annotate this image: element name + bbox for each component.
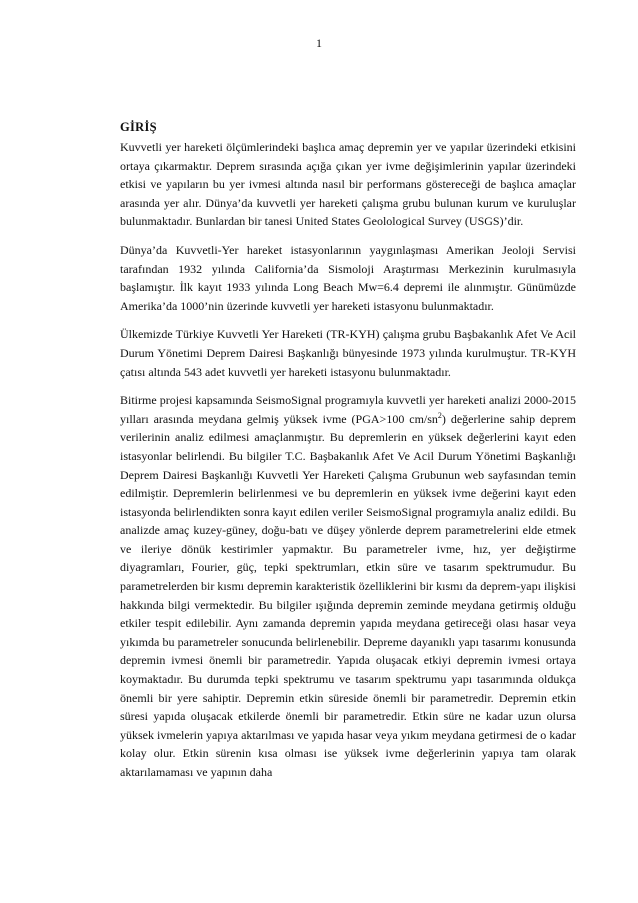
paragraph-world-stations: Dünya’da Kuvvetli-Yer hareket istasyonlarının yaygınlaşması Amerikan Jeoloji Servisi tarafından 1932 yılında California’da Sismoloji Araştırması Merkezinin kurulmasıyla başlamıştır. İlk kayıt 1933 yılında Long Beach Mw=6.4 depremi ile alınmıştır. Günümüzde Amerika’da 1000’nin üzerinde kuvvetli yer hareketi istasyonu bulunmaktadır. bbox=[120, 242, 576, 313]
paragraph-intro: Kuvvetli yer hareketi ölçümlerindeki başlıca amaç depremin yer ve yapılar üzerindeki etkisini ortaya çıkarmaktır. Deprem sırasında açığa çıkan yer ivme değişimlerinin yapılar üzerindeki etkisi ve yapıların bu yer ivmesi altında nasıl bir performans göstereceği de başlıca amaçlar arasında yer alır. Dünya’da kuvvetli yer hareketi çalışma grubu bulunan kurum ve kuruluşlar bulunmaktadır. Bunlardan bir tanesi United States Geolological Survey (USGS)’dir. bbox=[120, 140, 576, 229]
page-number: 1 bbox=[316, 36, 322, 50]
paragraph-project-scope bbox=[120, 391, 576, 781]
paragraph-project-scope-part2: ) değerlerine sahip deprem verilerinin analiz edilmesi amaçlanmıştır. Bu depremlerin en yüksek değerlerini kayıt eden istasyonlar belirlendi. Bu bilgiler T.C. Başbakanlık Afet Ve Acil Durum Yönetimi Başkanlığı Deprem Dairesi Başkanlığı Kuvvetli Yer Hareketi Çalışma Grubunun web sayfasından temin edilmiştir. Depremlerin belirlenmesi ve bu depremlerin en yüksek ivme değerini kayıt eden istasyonda belirlendikten sonra kayıt edilen veriler SeismoSignal programıyla analiz edildi. Bu analizde amaç kuzey-güney, doğu-batı ve düşey yönlerde deprem parametrelerini elde etmek ve ileriye dönük kestirimler yapmaktır. Bu parametreler ivme, hız, yer değiştirme diyagramları, Fourier, güç, tepki spektrumları, etkin süre ve tasarım spektrumudur. Bu parametrelerden bir kısmı depremin karakteristik özelliklerini bir kısmı da deprem-yapı ilişkisi hakkında bilgi vermektedir. Bu bilgiler ışığında depremin zeminde meydana getirmiş olduğu etkiler tespit edilebilir. Aynı zamanda depremin yapıda meydana getireceği olası hasar veya yıkımda bu parametreler sonucunda belirlenebilir. Depreme dayanıklı yapı tasarımı konusunda depremin ivmesi önemli bir parametredir. Yapıda oluşacak etkiyi depremin ivmesi ortaya koymaktadır. Bu durumda tepki spektrumu ve tasarım spektrumu yapı tasarımında oldukça önemli bir yere sahiptir. Depremin etkin süreside önemli bir parametredir. Depremin etkin süresi yapıda oluşacak etkilerde önemli bir parametredir. Etkin süre ne kadar uzun olursa yüksek ivmelerin yapıya aktarılması ve yapıda hasar veya yıkım meydana getirmesi de o kadar kolay olur. Etkin sürenin kısa olması ise yüksek ivme değerlerinin yapıya tam olarak aktarılamaması ve yapının daha bbox=[120, 411, 576, 779]
paragraph-turkey-stations: Ülkemizde Türkiye Kuvvetli Yer Hareketi (TR-KYH) çalışma grubu Başbakanlık Afet Ve Acil Durum Yönetimi Deprem Dairesi Başkanlığı bünyesinde 1973 yılında kurulmuştur. TR-KYH çatısı altında 543 adet kuvvetli yer hareketi istasyonu bulunmaktadır. bbox=[120, 327, 576, 379]
document-body bbox=[120, 118, 576, 792]
section-heading: GİRİŞ bbox=[120, 120, 157, 134]
unit-superscript: 2 bbox=[437, 410, 442, 420]
paragraph-project-scope-part1: Bitirme projesi kapsamında SeismoSignal programıyla kuvvetli yer hareketi analizi 2000-2015 yılları arasında meydana gelmiş yüksek ivme (PGA>100 cm/sn bbox=[120, 393, 576, 426]
